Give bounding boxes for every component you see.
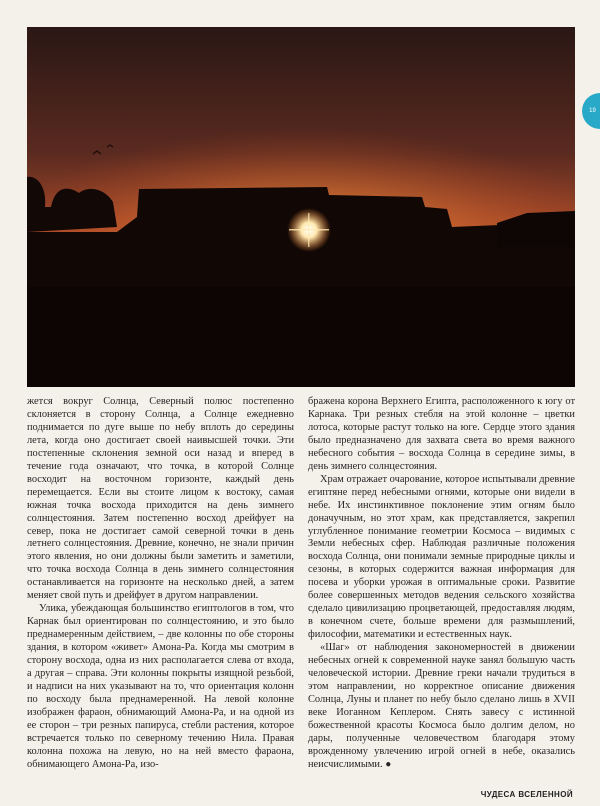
paragraph: жется вокруг Солнца, Северный полюс постепенно склоняется в сторону Солнца, а Солнце ежедневно поднимается по дуге выше по небу вплоть до середины лета, когда оно достигает своей наивысшей точки. Эти постепенные склонения земной оси назад и вперед в течение года означают, что точка, в которой Солнце восходит на восточном горизонте, каждый день перемещается. Если вы стоите лицом к востоку, самая южная точка восхода приходится на день зимнего солнцестояния. Затем постепенно восход дрейфует на север, пока не достигает самой северной точки в день летнего солнцестояния. Древние, конечно, не знали причин этого явления, но они должны были заметить и заметили, что точка восхода Солнца в день зимнего солнцестояния останавливается на горизонте на несколько дней, а затем меняет свой путь и дрейфует в другом направлении. — [27, 396, 294, 602]
sunrise-temple-photo-icon — [27, 27, 575, 387]
right-column — [308, 396, 575, 786]
paragraph: бражена корона Верхнего Египта, расположенного к югу от Карнака. Три резных стебля на этой колонне – цветки лотоса, которые растут только на юге. Сердце этого здания было предназначено для захвата света во время важного небесного события – восхода Солнца в середине зимы, в день зимнего солнцестояния. — [308, 396, 575, 472]
end-of-article-mark: ● — [385, 758, 392, 770]
paragraph-last — [308, 642, 575, 772]
paragraph: Улика, убеждающая большинство египтологов в том, что Карнак был ориентирован по солнцестоянию, и это было преднамеренным действием, – две колонны по обе стороны здания, в котором «живет» Амона-Ра. Когда мы смотрим в сторону восхода, одна из них располагается слева от входа, а другая – справа. Эти колонны покрыты изящной резьбой, и надписи на них указывают на то, что ориентация колонн по восходу была преднамеренной. На левой колонне изображен фараон, обнимающий Амона-Ра, и на одной из ее сторон – три резных папируса, стебли растения, которое встречается только по северному течению Нила. Правая колонна похожа на левую, но на ней вместо фараона, обнимающего Амона-Ра, изо- — [27, 603, 294, 770]
left-column — [27, 396, 294, 786]
paragraph-text: «Шаг» от наблюдения закономерностей в движении небесных огней к современной науке занял большую часть человеческой истории. Древние греки начали трудиться в этом направлении, но корректное описание движения Солнца, Луны и планет по небу было сделано лишь в XVII веке Иоганном Кеплером. Снять завесу с истинной божественной красоты Космоса было долгим делом, но дары, полученные человечеством благодаря этому врожденному увлечению игрой огней в небе, оказались неисчислимыми. — [308, 642, 575, 770]
article-body — [27, 396, 575, 786]
paragraph: Храм отражает очарование, которое испытывали древние египтяне перед небесными огнями, которые они видели в небе. Их инстинктивное поклонение этим огням было доначучным, но этот храм, как представляется, закрепил углубленное понимание геометрии Космоса – видимых с Земли небесных сфер. Наблюдая различные положения восхода Солнца, они понимали земные природные циклы и сезоны, в которых содержится важная информация для посева и уборки урожая в оптимальные сроки. Развитие более совершенных методов ведения сельского хозяйства сделало цивилизацию процветающей, предоставляя людям, в конечном счете, больше времени для размышлений, философии, математики и естественных наук. — [308, 473, 575, 641]
page-number: 19 — [589, 108, 596, 114]
page-number-tab — [582, 93, 600, 129]
sunrise-photo — [27, 27, 575, 387]
running-footer: ЧУДЕСА ВСЕЛЕННОЙ — [480, 790, 573, 799]
